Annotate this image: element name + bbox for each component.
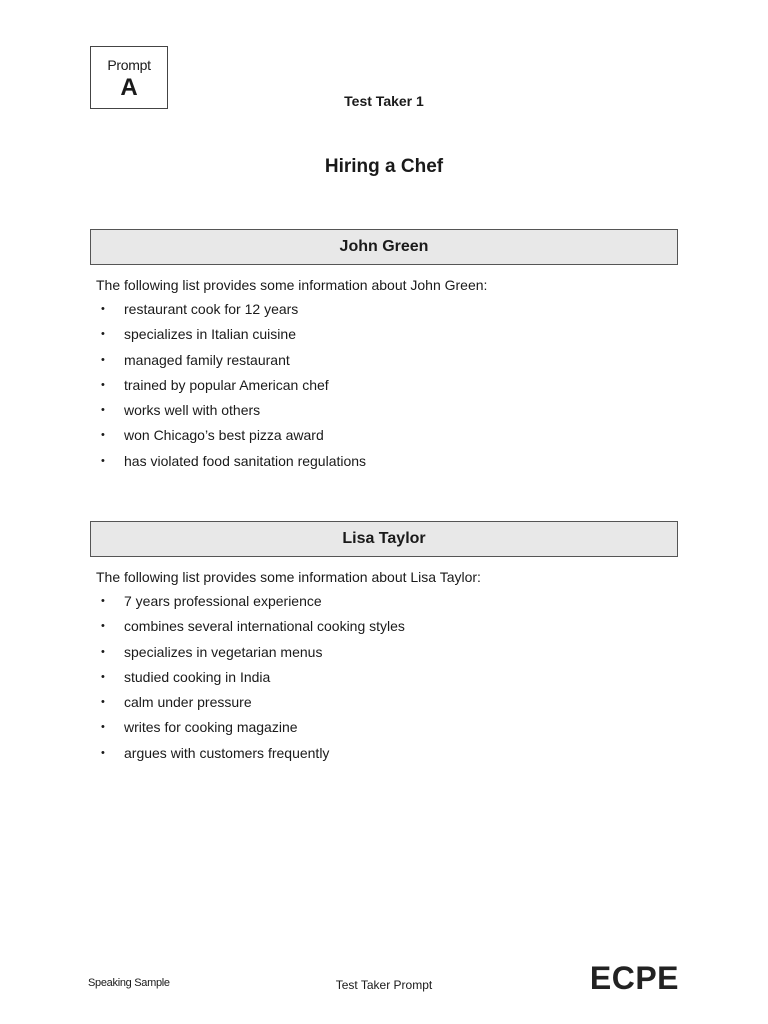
list-item-text: won Chicago’s best pizza award [124, 427, 324, 444]
bullet-icon: • [101, 429, 105, 442]
list-item [90, 376, 678, 401]
bullet-icon: • [101, 404, 105, 417]
list-item [90, 325, 678, 350]
list-item [90, 643, 678, 668]
list-item-text: calm under pressure [124, 694, 252, 711]
list-item-text: has violated food sanitation regulations [124, 452, 367, 469]
footer-speaking-sample: Speaking Sample [88, 977, 170, 989]
list-item-text: 7 years professional experience [124, 593, 322, 609]
ecpe-logo: ECPE [589, 960, 679, 996]
candidate-intro: The following list provides some information about John Green: [96, 277, 488, 293]
bullet-icon: • [101, 670, 105, 683]
list-item [90, 693, 678, 718]
bullet-icon: • [101, 645, 105, 658]
list-item [90, 744, 678, 769]
prompt-label: Prompt [107, 57, 151, 73]
list-item-text: specializes in vegetarian menus [124, 643, 323, 660]
list-item-text: trained by popular American chef [124, 376, 329, 393]
list-item [90, 452, 678, 477]
list-item [90, 617, 678, 642]
bullet-icon: • [101, 595, 105, 607]
list-item [90, 351, 678, 376]
list-item [90, 718, 678, 743]
candidate-info-list [90, 300, 678, 477]
list-item [90, 668, 678, 693]
bullet-icon: • [101, 454, 105, 467]
list-item-text: studied cooking in India [124, 668, 271, 685]
bullet-icon: • [101, 378, 105, 391]
list-item [90, 401, 678, 426]
footer-test-taker-prompt: Test Taker Prompt [335, 978, 433, 992]
list-item [90, 592, 678, 617]
list-item-text: works well with others [124, 402, 261, 419]
bullet-icon: • [101, 696, 105, 709]
bullet-icon: • [101, 353, 105, 366]
list-item-text: writes for cooking magazine [124, 719, 298, 736]
candidate-section-john-green [90, 229, 678, 477]
list-item-text: restaurant cook for 12 years [124, 301, 299, 317]
list-item-text: managed family restaurant [124, 351, 290, 368]
list-item-text: argues with customers frequently [124, 744, 330, 761]
candidate-info-list [90, 592, 678, 769]
bullet-icon: • [101, 303, 105, 315]
candidate-name-header: John Green [90, 229, 678, 265]
candidate-name-header: Lisa Taylor [90, 521, 678, 557]
candidate-section-lisa-taylor [90, 521, 678, 769]
bullet-icon: • [101, 328, 105, 341]
list-item-text: specializes in Italian cuisine [124, 326, 296, 343]
list-item [90, 426, 678, 451]
list-item-text: combines several international cooking styles [124, 618, 405, 635]
bullet-icon: • [101, 620, 105, 633]
page-title: Hiring a Chef [324, 156, 444, 177]
list-item [90, 300, 678, 325]
prompt-letter: A [120, 74, 138, 101]
bullet-icon: • [101, 721, 105, 734]
bullet-icon: • [101, 746, 105, 759]
test-taker-label: Test Taker 1 [344, 93, 424, 109]
candidate-intro: The following list provides some information about Lisa Taylor: [96, 569, 481, 585]
